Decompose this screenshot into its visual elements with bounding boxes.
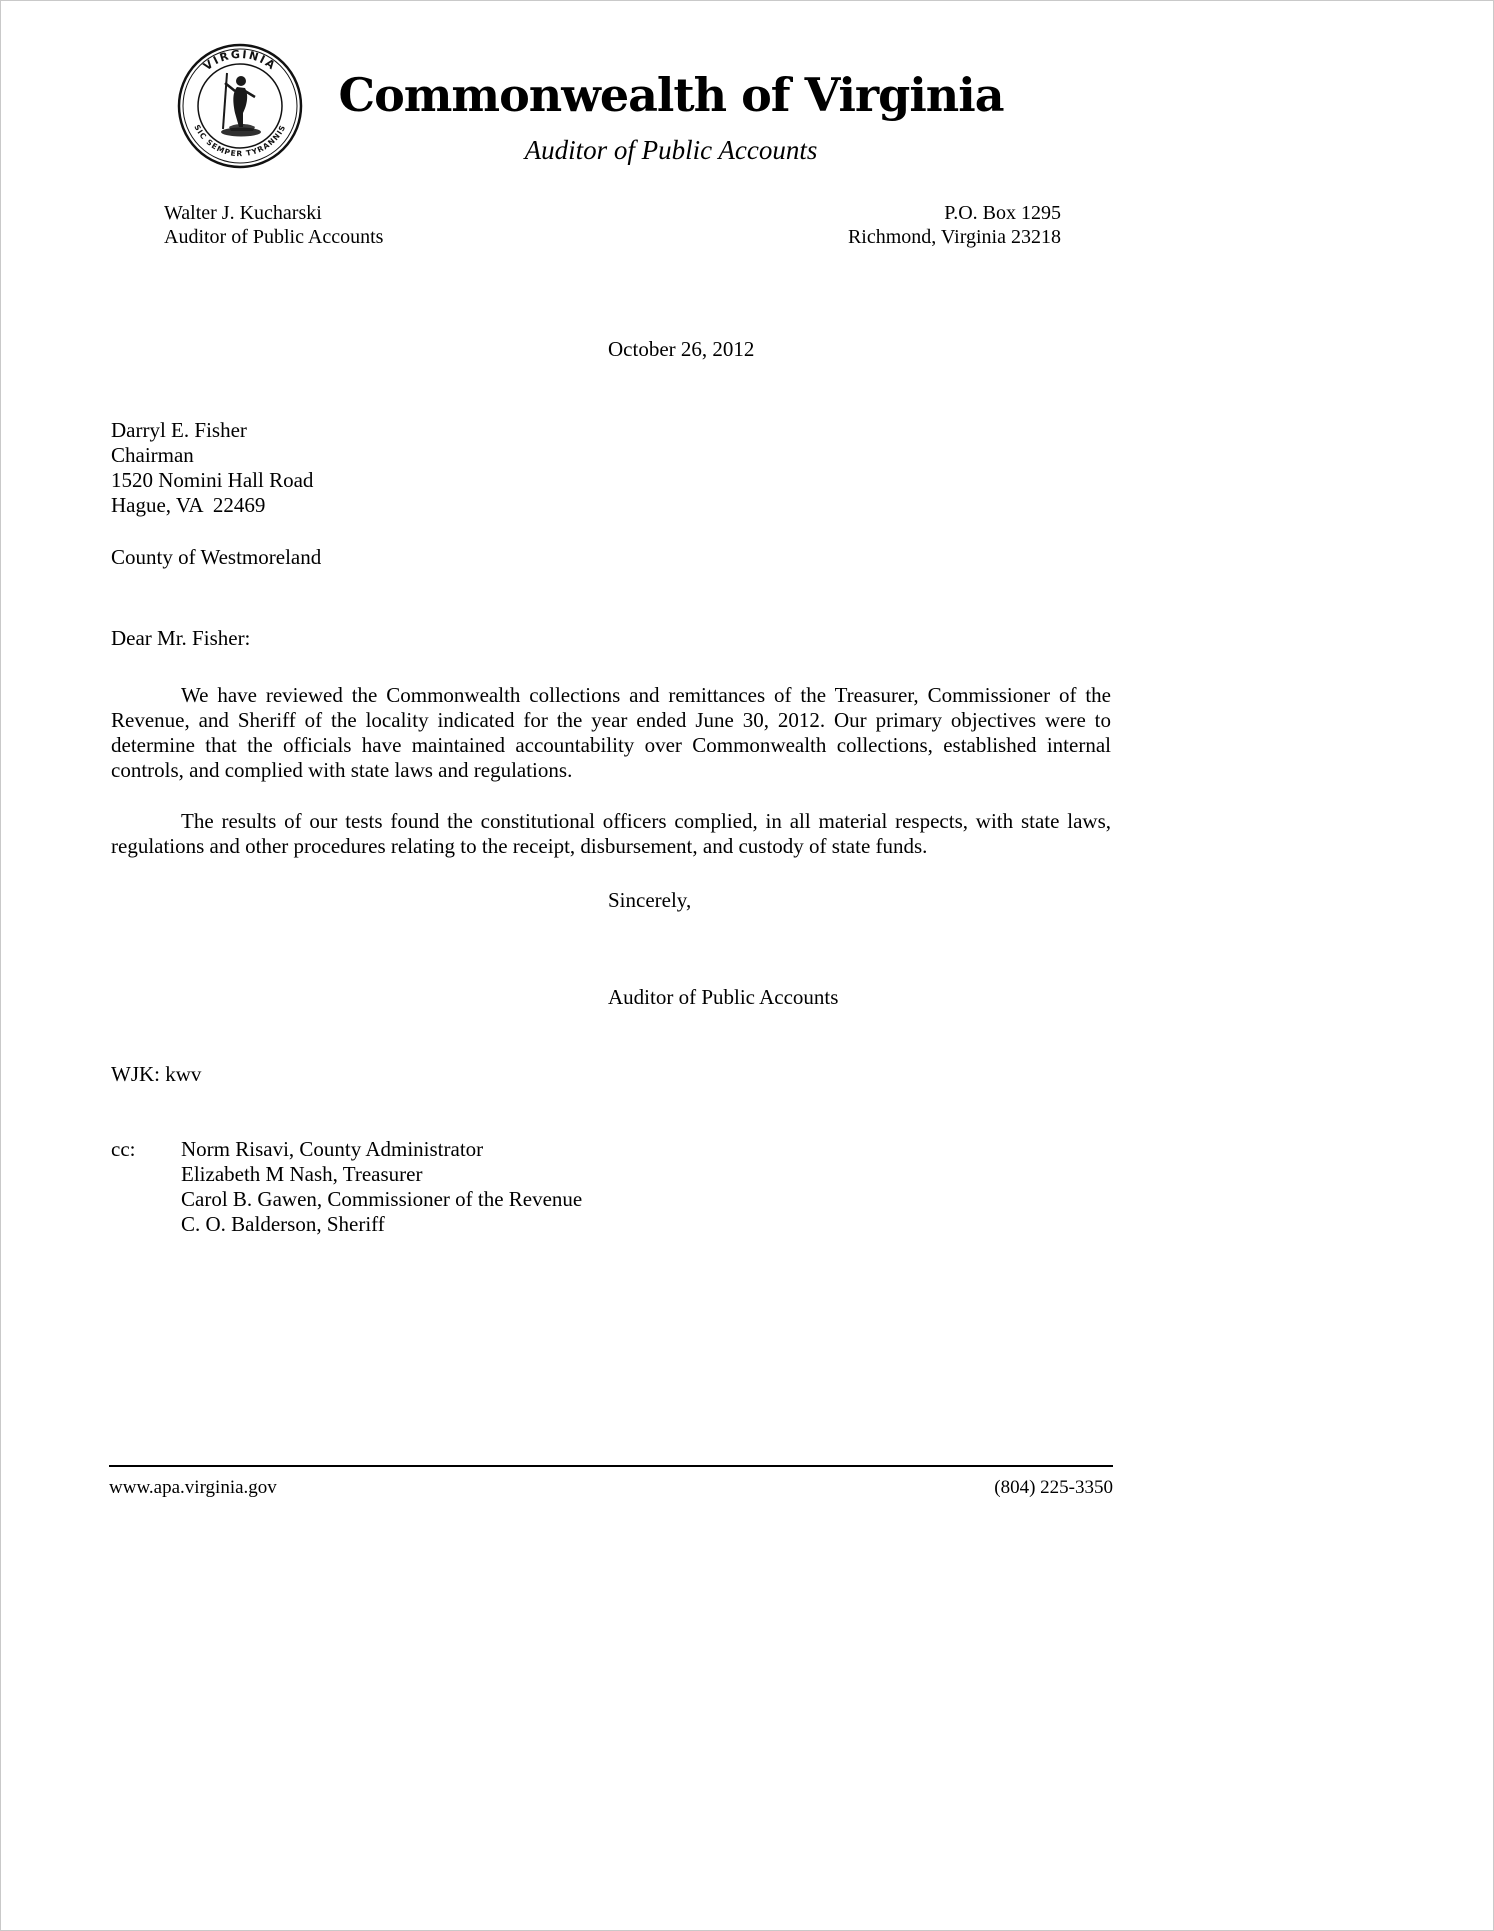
footer-website: www.apa.virginia.gov [109,1477,277,1498]
locality-name: County of Westmoreland [111,545,322,569]
official-block [164,201,383,249]
cc-item: C. O. Balderson, Sheriff [181,1212,385,1236]
office-address-block [848,201,1061,249]
seal-bottom-text: SIC SEMPER TYRANNIS [192,123,288,159]
official-name: Walter J. Kucharski [164,202,322,224]
cc-item: Norm Risavi, County Administrator [181,1137,484,1161]
footer-phone: (804) 225-3350 [994,1477,1113,1498]
cc-item: Carol B. Gawen, Commissioner of the Revenue [181,1187,583,1211]
signature-title: Auditor of Public Accounts [608,985,839,1009]
page-footer [109,1465,1113,1499]
cc-list [181,1137,582,1237]
letterhead-title: Commonwealth of Virginia [338,68,1004,122]
letter-date: October 26, 2012 [608,337,755,361]
closing: Sincerely, [608,888,692,912]
letterhead-contact-row [111,201,1111,249]
cc-block [111,1137,1111,1237]
body-paragraph-2: The results of our tests found the constitutional officers complied, in all material respects, with state laws, regulations and other procedures relating to the receipt, disbursement, and custody of state funds. [111,809,1111,858]
letterhead [111,41,1111,193]
salutation: Dear Mr. Fisher: [111,626,251,650]
reference-initials: WJK: kwv [111,1062,202,1086]
letterhead-subtitle: Auditor of Public Accounts [524,135,818,165]
cc-label: cc: [111,1137,136,1161]
recipient-city-state-zip: Hague, VA 22469 [111,493,266,517]
recipient-street: 1520 Nomini Hall Road [111,468,314,492]
official-title: Auditor of Public Accounts [164,226,384,248]
recipient-address-block [111,418,1111,518]
recipient-name: Darryl E. Fisher [111,418,247,442]
office-address-line1: P.O. Box 1295 [944,202,1061,224]
office-address-line2: Richmond, Virginia 23218 [847,226,1061,248]
recipient-title: Chairman [111,443,194,467]
cc-item: Elizabeth M Nash, Treasurer [181,1162,423,1186]
body-paragraph-1: We have reviewed the Commonwealth collections and remittances of the Treasurer, Commissioner of the Revenue, and Sheriff of the locality indicated for the year ended June 30, 2012. Our primary objectives were to determine that the officials have maintained accountability over Commonwealth collections, established internal controls, and complied with state laws and regulations. [111,683,1111,782]
virginia-state-seal-icon [177,43,303,169]
letter-body [111,337,1111,1237]
seal-top-text: VIRGINIA [201,47,279,74]
